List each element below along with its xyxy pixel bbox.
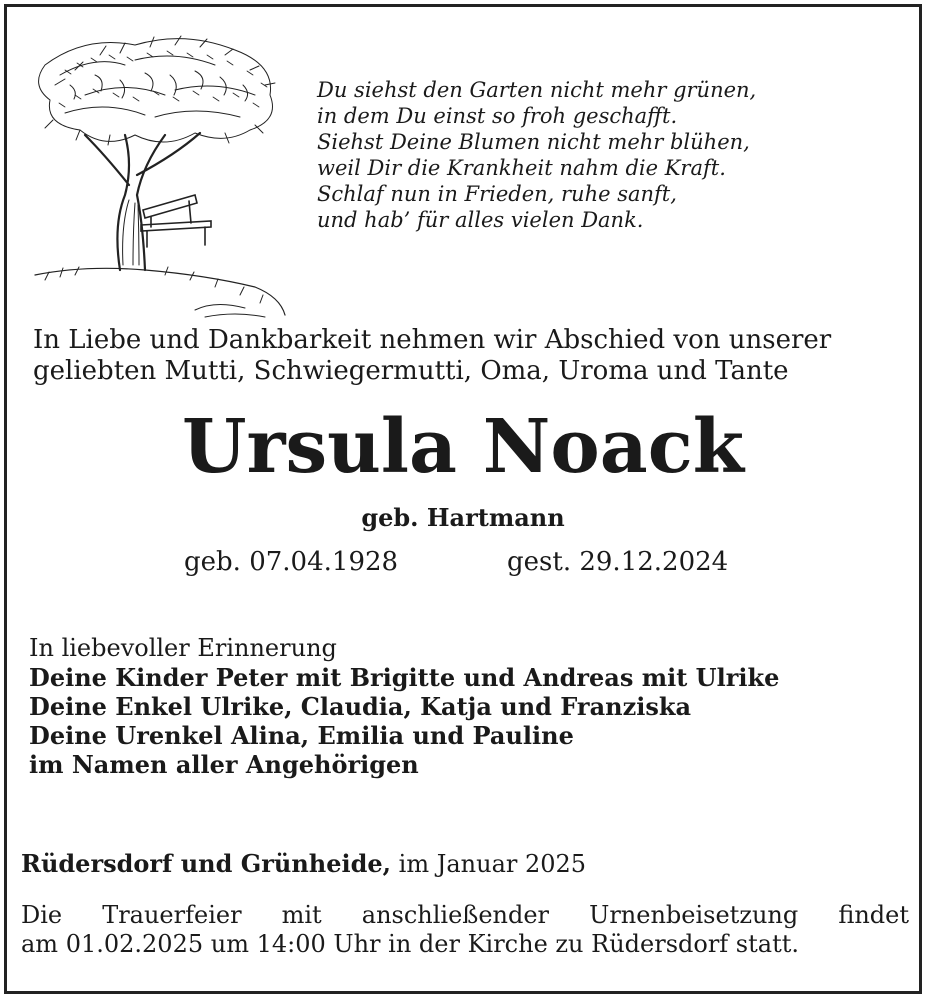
mourners-intro: In liebevoller Erinnerung — [29, 634, 337, 662]
poem-line: weil Dir die Krankheit nahm die Kraft. — [317, 156, 726, 180]
poem-line: und hab’ für alles vielen Dank. — [317, 208, 644, 232]
maiden-name: geb. Hartmann — [361, 503, 565, 532]
poem-line: Siehst Deine Blumen nicht mehr blühen, — [317, 130, 750, 154]
intro-line-1: In Liebe und Dankbarkeit nehmen wir Abschied von unserer — [33, 325, 832, 355]
place-locations: Rüdersdorf und Grünheide, — [21, 849, 392, 878]
poem-line: Schlaf nun in Frieden, ruhe sanft, — [317, 182, 677, 206]
mourners-block — [29, 634, 909, 779]
place-date: im Januar 2025 — [391, 850, 587, 878]
obituary-frame — [4, 4, 922, 994]
ceremony-notice — [21, 901, 909, 959]
ceremony-line-1: Die Trauerfeier mit anschließender Urnenbeisetzung findet — [21, 901, 909, 929]
death-date: gest. 29.12.2024 — [507, 547, 729, 577]
poem-line: Du siehst den Garten nicht mehr grünen, — [317, 78, 757, 102]
poem-line: in dem Du einst so froh geschafft. — [317, 104, 678, 128]
ceremony-line-2: am 01.02.2025 um 14:00 Uhr in der Kirche zu Rüdersdorf statt. — [21, 930, 799, 958]
intro-text — [33, 325, 913, 387]
mourners-line: im Namen aller Angehörigen — [29, 750, 419, 779]
mourners-line: Deine Urenkel Alina, Emilia und Pauline — [29, 721, 574, 750]
place-and-date — [21, 847, 901, 881]
poem — [317, 77, 877, 233]
tree-with-bench-illustration — [25, 25, 295, 320]
intro-line-2: geliebten Mutti, Schwiegermutti, Oma, Uroma und Tante — [33, 356, 789, 386]
birth-date: geb. 07.04.1928 — [184, 547, 399, 577]
deceased-name: Ursula Noack — [181, 404, 745, 490]
mourners-line: Deine Enkel Ulrike, Claudia, Katja und Franziska — [29, 692, 692, 721]
mourners-line: Deine Kinder Peter mit Brigitte und Andreas mit Ulrike — [29, 663, 780, 692]
